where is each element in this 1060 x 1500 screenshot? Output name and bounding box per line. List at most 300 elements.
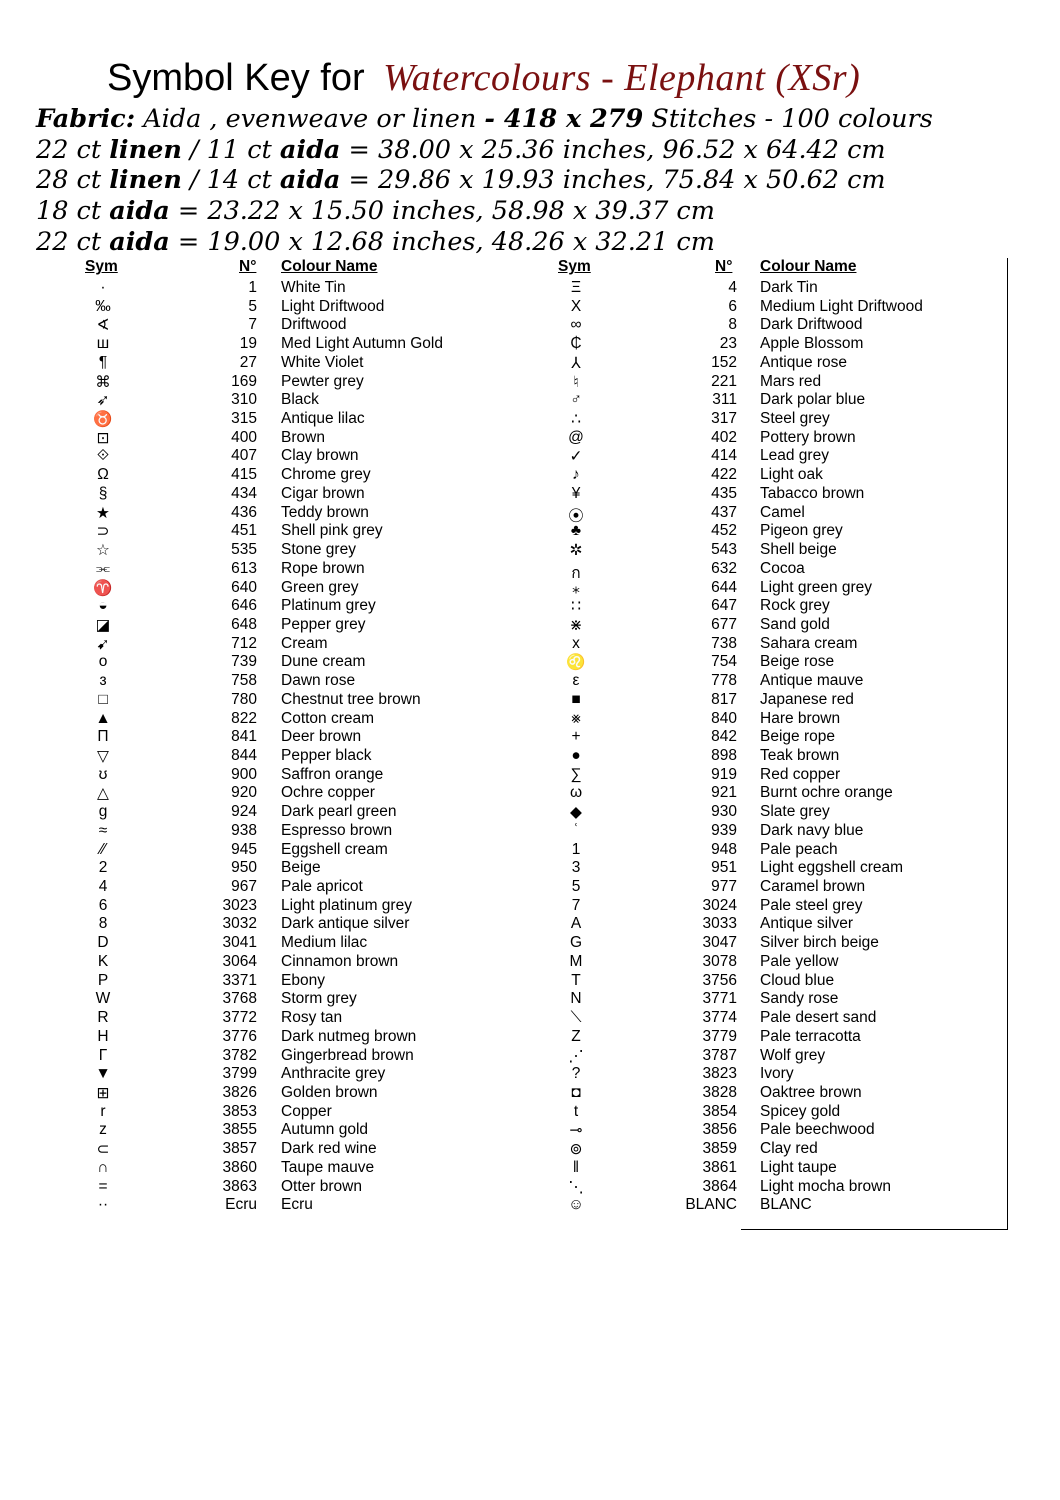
symbol-glyph: = (98, 1177, 108, 1195)
colour-number: 434 (231, 484, 257, 502)
fabric-segment: = 38.00 x 25.36 inches, 96.52 x 64.42 cm (340, 134, 886, 165)
colour-name: Clay brown (281, 447, 359, 465)
colour-name: Cloud blue (760, 971, 835, 989)
colour-number: 712 (231, 634, 257, 652)
fabric-segment: Stitches - 100 colours (643, 104, 933, 134)
colour-name: Deer brown (281, 728, 362, 746)
colour-name: Dark antique silver (281, 915, 410, 933)
symbol-glyph: P (97, 971, 109, 989)
symbol-glyph: A (570, 915, 582, 933)
colour-name: Japanese red (760, 690, 854, 708)
symbol-glyph: G (569, 934, 583, 952)
colour-name: Cinnamon brown (281, 952, 399, 970)
colour-name: Otter brown (281, 1177, 362, 1195)
header-name-left: Colour Name (281, 258, 378, 275)
symbol-glyph: 1 (571, 840, 581, 858)
symbol-glyph: ∩ (97, 1158, 109, 1176)
colour-name: Pale beechwood (760, 1121, 875, 1139)
symbol-glyph: R (97, 1009, 109, 1027)
colour-name: Golden brown (281, 1083, 378, 1101)
symbol-glyph: H (97, 1027, 109, 1045)
colour-name: Oaktree brown (760, 1083, 862, 1101)
colour-name: Dark polar blue (760, 391, 866, 409)
colour-number: 3779 (702, 1027, 737, 1045)
colour-name: Autumn gold (281, 1121, 369, 1139)
colour-number: 3787 (702, 1046, 737, 1064)
colour-number: 3041 (222, 934, 257, 952)
colour-name: Antique lilac (281, 410, 365, 428)
symbol-glyph: ⁎ (572, 579, 580, 597)
colour-number: 898 (711, 747, 737, 764)
symbol-glyph: ⋱ (568, 1178, 584, 1196)
colour-name: Pottery brown (760, 428, 856, 446)
colour-number: 900 (231, 765, 257, 783)
colour-number: 3853 (222, 1102, 257, 1120)
colour-number: 977 (711, 878, 737, 896)
colour-name: Espresso brown (281, 821, 393, 839)
colour-name: Ecru (281, 1196, 313, 1214)
colour-number: 436 (231, 503, 257, 521)
colour-name: Pale apricot (281, 878, 363, 896)
colour-number: 3032 (222, 915, 257, 933)
colour-number: 840 (711, 709, 737, 727)
symbol-glyph: @ (568, 428, 584, 446)
symbol-glyph: ⟐ (96, 447, 110, 465)
fabric-segment: = 19.00 x 12.68 inches, 48.26 x 32.21 cm (169, 226, 715, 257)
colour-name: Mars red (760, 372, 822, 390)
colour-name: Pepper black (281, 747, 372, 764)
colour-number: 841 (231, 728, 257, 746)
symbol-glyph: r (100, 1102, 106, 1120)
fabric-line (36, 104, 933, 135)
colour-number: 758 (231, 672, 257, 690)
colour-number: 780 (231, 690, 257, 708)
colour-name: Sahara cream (760, 634, 858, 652)
colour-number: 924 (231, 803, 257, 821)
colour-name: Slate grey (760, 803, 830, 821)
colour-name: Antique silver (760, 915, 854, 933)
symbol-glyph: Ω (97, 466, 109, 484)
colour-name: Apple Blossom (760, 335, 864, 353)
fabric-segment: linen (109, 165, 182, 196)
symbol-glyph: ⊃ (96, 523, 110, 541)
colour-number: 3772 (222, 1009, 257, 1027)
colour-name: Chestnut tree brown (281, 690, 421, 708)
colour-name: Rosy tan (281, 1009, 343, 1027)
symbol-glyph: □ (98, 690, 108, 708)
colour-number: 921 (711, 784, 737, 802)
colour-name: Antique mauve (760, 672, 864, 690)
colour-name: Medium lilac (281, 934, 368, 952)
symbol-glyph: ก (571, 564, 581, 582)
symbol-glyph: ◘ (571, 1083, 581, 1101)
colour-number: 19 (239, 335, 257, 353)
colour-number: 3799 (222, 1065, 257, 1083)
colour-name: Green grey (281, 578, 359, 596)
colour-name: Clay red (760, 1140, 818, 1158)
header-name-right: Colour Name (760, 258, 857, 275)
symbol-glyph: ε (572, 672, 580, 690)
symbol-glyph: x (572, 634, 580, 652)
colour-number: 3078 (702, 952, 737, 970)
colour-number: 5 (248, 297, 257, 315)
symbol-glyph: ♪ (572, 466, 580, 484)
table-right-border (1007, 258, 1008, 1230)
colour-name: Dark nutmeg brown (281, 1027, 417, 1045)
header-num-right: N° (715, 258, 733, 275)
fabric-segment: Fabric: (36, 104, 136, 134)
colour-number: 3768 (222, 990, 257, 1008)
symbol-glyph: · (100, 279, 106, 296)
symbol-glyph: △ (97, 785, 109, 803)
colour-number: 778 (711, 672, 737, 690)
fabric-segment: aida (279, 134, 341, 165)
colour-name: Shell pink grey (281, 522, 383, 540)
fabric-segment: 28 ct (36, 165, 110, 196)
colour-name: Caramel brown (760, 878, 866, 896)
colour-name: Pepper grey (281, 615, 366, 633)
symbol-glyph: Γ (98, 1046, 108, 1064)
colour-name: Burnt ochre orange (760, 784, 893, 802)
symbol-glyph: ш (96, 335, 110, 353)
colour-number: 3855 (222, 1121, 257, 1139)
symbol-glyph: ʊ (98, 765, 108, 783)
colour-name: Cocoa (760, 559, 805, 577)
colour-name: Teak brown (760, 747, 840, 764)
symbol-glyph: + (571, 728, 581, 746)
symbol-glyph: ⁄⁄ (100, 840, 106, 858)
symbol-glyph: ⅄ (571, 354, 581, 372)
colour-number: 640 (231, 578, 257, 596)
colour-name: Shell beige (760, 541, 837, 559)
colour-name: Pale steel grey (760, 896, 863, 914)
colour-name: Red copper (760, 765, 841, 783)
colour-name: Light mocha brown (760, 1177, 891, 1195)
fabric-line (36, 227, 933, 258)
symbol-glyph: t (573, 1102, 579, 1120)
colour-name: Dark pearl green (281, 803, 397, 821)
colour-number: 3782 (222, 1046, 257, 1064)
colour-number: 3064 (222, 952, 257, 970)
header-sym-left: Sym (85, 258, 118, 275)
colour-name: Light green grey (760, 578, 873, 596)
symbol-glyph: g (98, 803, 108, 821)
colour-number: 169 (231, 372, 257, 390)
colour-number: 945 (231, 840, 257, 858)
colour-name: Dark Driftwood (760, 316, 863, 334)
colour-number: 842 (711, 728, 737, 746)
symbol-glyph: ▼ (95, 1065, 111, 1083)
symbol-glyph: ¶ (98, 353, 108, 371)
colour-number: 3371 (222, 971, 257, 989)
fabric-segment: aida (279, 165, 341, 196)
colour-name: Eggshell cream (281, 840, 388, 858)
fabric-segment: Aida , evenweave or linen (135, 104, 485, 134)
colour-name: Ochre copper (281, 784, 375, 802)
colour-number: 3033 (702, 915, 737, 933)
colour-number: 648 (231, 615, 257, 633)
colour-number: 402 (711, 428, 737, 446)
colour-number: 3774 (702, 1009, 737, 1027)
colour-number: 6 (728, 297, 737, 315)
colour-name: Med Light Autumn Gold (281, 335, 443, 353)
symbol-glyph: ♈ (93, 579, 113, 597)
symbol-glyph: 6 (98, 896, 108, 914)
colour-name: Pale yellow (760, 952, 839, 970)
symbol-glyph: ≈ (98, 821, 108, 839)
colour-number: Ecru (225, 1196, 257, 1214)
colour-number: 221 (711, 372, 737, 390)
symbol-glyph: ω (569, 784, 583, 802)
colour-name: Medium Light Driftwood (760, 297, 923, 315)
symbol-glyph: ☺ (568, 1196, 584, 1214)
symbol-glyph: ‰ (95, 297, 111, 315)
colour-number: 3826 (222, 1083, 257, 1101)
colour-name: Camel (760, 503, 805, 521)
symbol-glyph: ▽ (97, 748, 109, 765)
colour-number: 951 (711, 859, 737, 877)
colour-name: Gingerbread brown (281, 1046, 414, 1064)
symbol-glyph: M (569, 952, 583, 970)
colour-name: Cream (281, 634, 328, 652)
colour-number: 3047 (702, 934, 737, 952)
symbol-glyph: X (570, 297, 582, 315)
fabric-line (36, 165, 933, 196)
symbol-glyph: Ξ (570, 279, 582, 296)
fabric-segment: aida (109, 196, 170, 227)
header-num-left: N° (239, 258, 257, 275)
colour-number: 3854 (702, 1102, 737, 1120)
colour-name: Anthracite grey (281, 1065, 386, 1083)
colour-number: 844 (231, 747, 257, 764)
colour-name: Pale terracotta (760, 1027, 861, 1045)
colour-number: 437 (711, 503, 737, 521)
colour-number: 920 (231, 784, 257, 802)
colour-name: Dark red wine (281, 1140, 377, 1158)
fabric-segment: / 14 ct (181, 165, 280, 196)
colour-name: White Tin (281, 279, 346, 296)
fabric-segment: = 29.86 x 19.93 inches, 75.84 x 50.62 cm (340, 165, 886, 196)
symbol-glyph: ■ (571, 690, 581, 708)
symbol-glyph: Z (571, 1027, 581, 1045)
fabric-segment: 22 ct (36, 134, 110, 165)
symbol-glyph: ∷ (571, 598, 581, 616)
symbol-glyph: ⊂ (96, 1141, 110, 1159)
colour-name: BLANC (760, 1196, 812, 1214)
fabric-segment: - 418 x 279 (484, 104, 644, 134)
colour-number: 647 (711, 597, 737, 615)
symbol-glyph: ⟍ (570, 1009, 582, 1027)
colour-number: 3857 (222, 1140, 257, 1158)
colour-number: 938 (231, 821, 257, 839)
fabric-segment: / 11 ct (181, 134, 280, 165)
colour-number: 644 (711, 578, 737, 596)
colour-name: Chrome grey (281, 466, 371, 484)
symbol-glyph: ₵ (570, 335, 582, 353)
colour-number: 646 (231, 597, 257, 615)
symbol-glyph: ⊸ (569, 1122, 583, 1140)
symbol-glyph: Π (97, 728, 109, 746)
symbol-glyph: ⊚ (569, 1141, 583, 1159)
colour-number: 8 (728, 316, 737, 334)
symbol-glyph: ⨳ (571, 709, 581, 727)
symbol-glyph: ▲ (95, 709, 111, 727)
fabric-line (36, 135, 933, 166)
colour-number: 7 (248, 316, 257, 334)
symbol-glyph: ➹ (96, 635, 110, 653)
symbol-glyph: z (99, 1121, 107, 1139)
fabric-segment: = 23.22 x 15.50 inches, 58.98 x 39.37 cm (169, 196, 715, 227)
symbol-glyph: ∢ (96, 317, 110, 335)
colour-number: BLANC (685, 1196, 737, 1214)
symbol-glyph: ➶ (96, 392, 110, 410)
colour-number: 452 (711, 522, 737, 540)
symbol-glyph: K (97, 952, 109, 970)
symbol-glyph: ∴ (571, 411, 581, 429)
symbol-glyph: ‖ (572, 1158, 580, 1176)
colour-number: 3023 (222, 896, 257, 914)
colour-name: Saffron orange (281, 765, 384, 783)
colour-number: 4 (728, 279, 737, 296)
colour-name: Driftwood (281, 316, 347, 334)
page-title (107, 56, 860, 100)
symbol-glyph: ♮ (573, 373, 579, 391)
symbol-glyph: T (571, 971, 581, 989)
colour-number: 407 (231, 447, 257, 465)
symbol-glyph: ⋰ (568, 1047, 584, 1065)
colour-number: 311 (712, 391, 737, 409)
colour-number: 3859 (702, 1140, 737, 1158)
colour-name: Light Driftwood (281, 297, 385, 315)
symbol-glyph: ⌘ (95, 373, 111, 391)
symbol-glyph: ✲ (569, 542, 583, 560)
colour-name: Teddy brown (281, 503, 369, 521)
symbol-glyph: ∞ (570, 316, 582, 334)
colour-name: Wolf grey (760, 1046, 826, 1064)
symbol-glyph: ¥ (571, 484, 581, 502)
colour-number: 3756 (702, 971, 737, 989)
pattern-name: Watercolours - Elephant (XSr) (383, 57, 861, 99)
colour-name: Light platinum grey (281, 896, 412, 914)
symbol-glyph: ⋇ (569, 616, 583, 634)
symbol-glyph: ◆ (570, 804, 582, 822)
symbol-glyph: ♂ (570, 391, 582, 409)
symbol-glyph: ⊞ (96, 1084, 110, 1102)
colour-number: 3828 (702, 1083, 737, 1101)
colour-name: Taupe mauve (281, 1158, 375, 1176)
colour-name: Spicey gold (760, 1102, 841, 1120)
colour-number: 613 (231, 559, 257, 577)
colour-name: Black (281, 391, 319, 409)
symbol-glyph: 3 (571, 859, 581, 877)
colour-number: 3861 (702, 1158, 737, 1176)
symbol-glyph: § (98, 484, 108, 502)
colour-name: Lead grey (760, 447, 829, 465)
colour-name: Sandy rose (760, 990, 839, 1008)
colour-number: 948 (711, 840, 737, 858)
symbol-glyph: W (95, 990, 111, 1008)
colour-name: Pewter grey (281, 372, 364, 390)
colour-name: Pale desert sand (760, 1009, 877, 1027)
colour-number: 919 (711, 765, 737, 783)
colour-number: 27 (239, 353, 257, 371)
colour-number: 822 (231, 709, 257, 727)
colour-name: Stone grey (281, 541, 356, 559)
colour-name: Pale peach (760, 840, 838, 858)
colour-number: 23 (719, 335, 737, 353)
colour-number: 415 (231, 466, 257, 484)
colour-name: Cigar brown (281, 484, 365, 502)
symbol-glyph: 5 (571, 878, 581, 896)
colour-number: 152 (711, 353, 737, 371)
colour-number: 739 (231, 653, 257, 671)
symbol-glyph: ★ (96, 504, 110, 522)
symbol-glyph: ✓ (569, 448, 583, 466)
fabric-segment: 22 ct (36, 226, 110, 257)
colour-name: Pigeon grey (760, 522, 843, 540)
colour-number: 315 (231, 410, 257, 428)
symbol-glyph: ·· (97, 1196, 109, 1214)
colour-name: Rock grey (760, 597, 830, 615)
colour-name: Brown (281, 428, 325, 446)
symbol-glyph: ☆ (96, 542, 110, 560)
header-sym-right: Sym (558, 258, 591, 275)
colour-name: Copper (281, 1102, 332, 1120)
colour-name: Light taupe (760, 1158, 837, 1176)
symbol-glyph: D (97, 934, 109, 952)
fabric-info (36, 104, 933, 257)
colour-number: 543 (711, 541, 737, 559)
colour-number: 535 (231, 541, 257, 559)
symbol-glyph: ⫘ (96, 559, 110, 577)
colour-number: 677 (711, 615, 737, 633)
symbol-glyph: 2 (98, 859, 108, 877)
symbol-glyph: ⊡ (96, 429, 110, 447)
colour-name: Light eggshell cream (760, 859, 904, 877)
colour-number: 939 (711, 821, 737, 839)
colour-number: 451 (231, 522, 257, 540)
colour-name: Sand gold (760, 615, 830, 633)
colour-number: 817 (711, 690, 737, 708)
symbol-glyph: ◒ (98, 597, 108, 615)
title-prefix: Symbol Key for (107, 57, 365, 99)
colour-name: Cotton cream (281, 709, 375, 727)
colour-number: 3771 (702, 990, 737, 1008)
colour-name: Dark Tin (760, 279, 818, 296)
colour-name: Platinum grey (281, 597, 376, 615)
colour-name: Beige rose (760, 653, 835, 671)
colour-number: 3823 (702, 1065, 737, 1083)
colour-number: 414 (711, 447, 737, 465)
symbol-glyph: ● (571, 747, 581, 764)
colour-number: 738 (711, 634, 737, 652)
table-bottom-border (741, 1229, 1007, 1230)
colour-name: Silver birch beige (760, 934, 879, 952)
symbol-glyph: ? (571, 1065, 581, 1083)
symbol-glyph: o (98, 653, 108, 671)
symbol-glyph: ♣ (570, 522, 582, 540)
symbol-glyph: ʿ (573, 821, 579, 839)
colour-name: Ebony (281, 971, 325, 989)
colour-number: 1 (248, 279, 257, 296)
colour-name: White Violet (281, 353, 364, 371)
symbol-glyph: 8 (98, 915, 108, 933)
colour-number: 3860 (222, 1158, 257, 1176)
colour-number: 967 (231, 878, 257, 896)
colour-name: Storm grey (281, 990, 357, 1008)
colour-number: 3863 (222, 1177, 257, 1195)
symbol-glyph: 4 (98, 878, 108, 896)
